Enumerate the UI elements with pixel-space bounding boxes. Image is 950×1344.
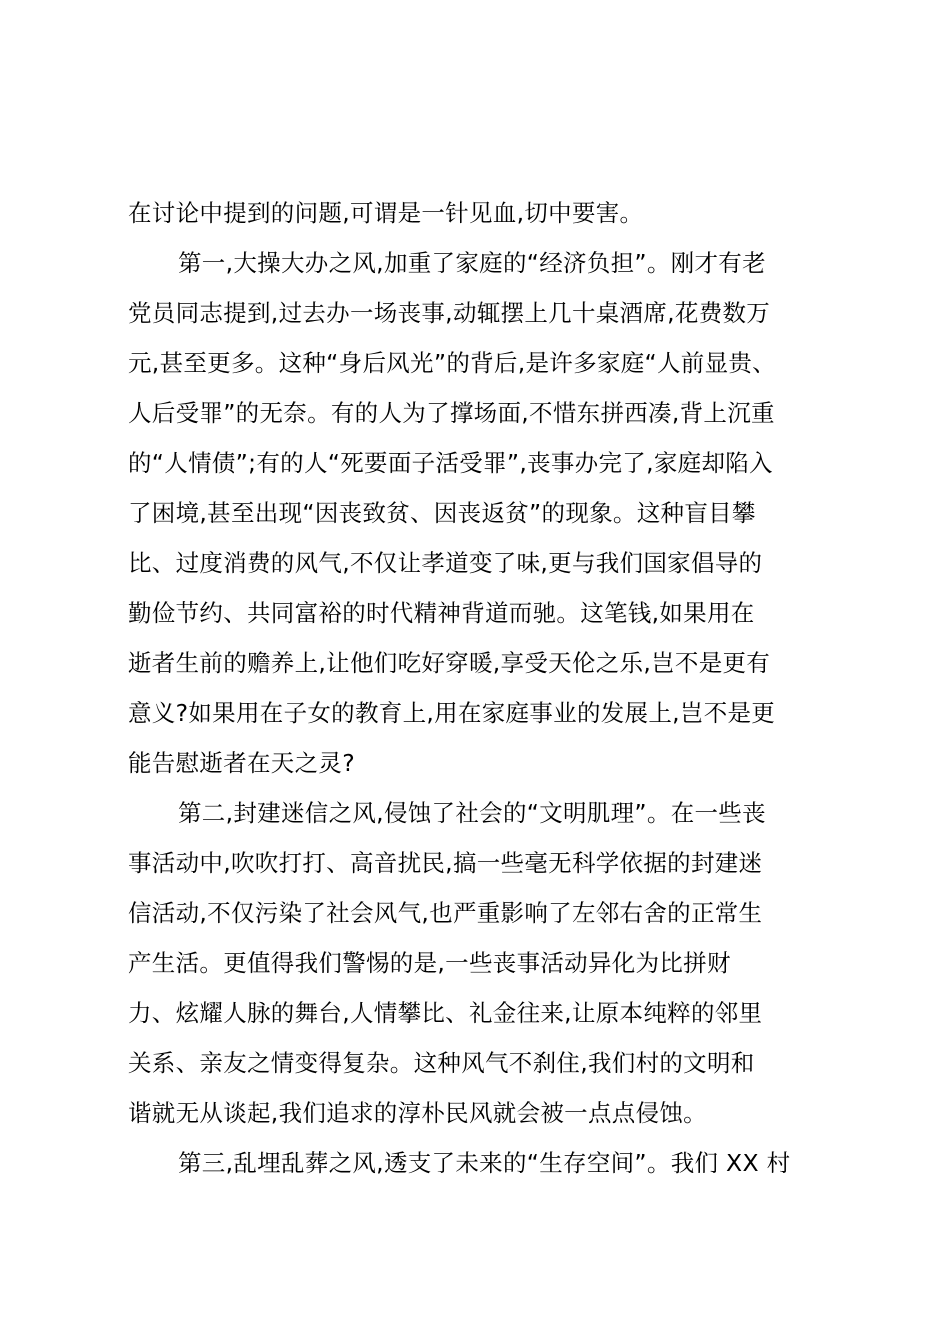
paragraph-first-line: 第三,乱埋乱葬之风,透支了未来的“生存空间”。我们 XX 村 — [178, 1149, 791, 1177]
text-line: 人后受罪”的无奈。有的人为了撑场面,不惜东拼西凑,背上沉重 — [128, 399, 775, 427]
text-line: 信活动,不仅污染了社会风气,也严重影响了左邻右舍的正常生 — [128, 899, 763, 927]
text-line: 党员同志提到,过去办一场丧事,动辄摆上几十桌酒席,花费数万 — [128, 299, 771, 327]
text-line: 产生活。更值得我们警惕的是,一些丧事活动异化为比拼财 — [128, 949, 731, 977]
text-line: 的“人情债”;有的人“死要面子活受罪”,丧事办完了,家庭却陷入 — [128, 449, 773, 477]
text-line: 能告慰逝者在天之灵? — [128, 749, 355, 777]
body-text — [128, 188, 824, 1188]
text-line: 逝者生前的赡养上,让他们吃好穿暖,享受天伦之乐,岂不是更有 — [128, 649, 771, 677]
text-line: 关系、亲友之情变得复杂。这种风气不刹住,我们村的文明和 — [128, 1049, 755, 1077]
text-line: 了困境,甚至出现“因丧致贫、因丧返贫”的现象。这种盲目攀 — [128, 499, 756, 527]
text-line: 事活动中,吹吹打打、高音扰民,搞一些毫无科学依据的封建迷 — [128, 849, 763, 877]
text-line: 比、过度消费的风气,不仅让孝道变了味,更与我们国家倡导的 — [128, 549, 763, 577]
text-line: 在讨论中提到的问题,可谓是一针见血,切中要害。 — [128, 199, 644, 227]
text-line: 勤俭节约、共同富裕的时代精神背道而驰。这笔钱,如果用在 — [128, 599, 755, 627]
text-line: 意义?如果用在子女的教育上,用在家庭事业的发展上,岂不是更 — [128, 699, 776, 727]
paragraph-first-line: 第二,封建迷信之风,侵蚀了社会的“文明肌理”。在一些丧 — [178, 799, 766, 827]
text-line: 谐就无从谈起,我们追求的淳朴民风就会被一点点侵蚀。 — [128, 1099, 707, 1127]
paragraph-first-line: 第一,大操大办之风,加重了家庭的“经济负担”。刚才有老 — [178, 249, 766, 277]
text-line: 元,甚至更多。这种“身后风光”的背后,是许多家庭“人前显贵、 — [128, 349, 776, 377]
text-line: 力、炫耀人脉的舞台,人情攀比、礼金往来,让原本纯粹的邻里 — [128, 999, 763, 1027]
